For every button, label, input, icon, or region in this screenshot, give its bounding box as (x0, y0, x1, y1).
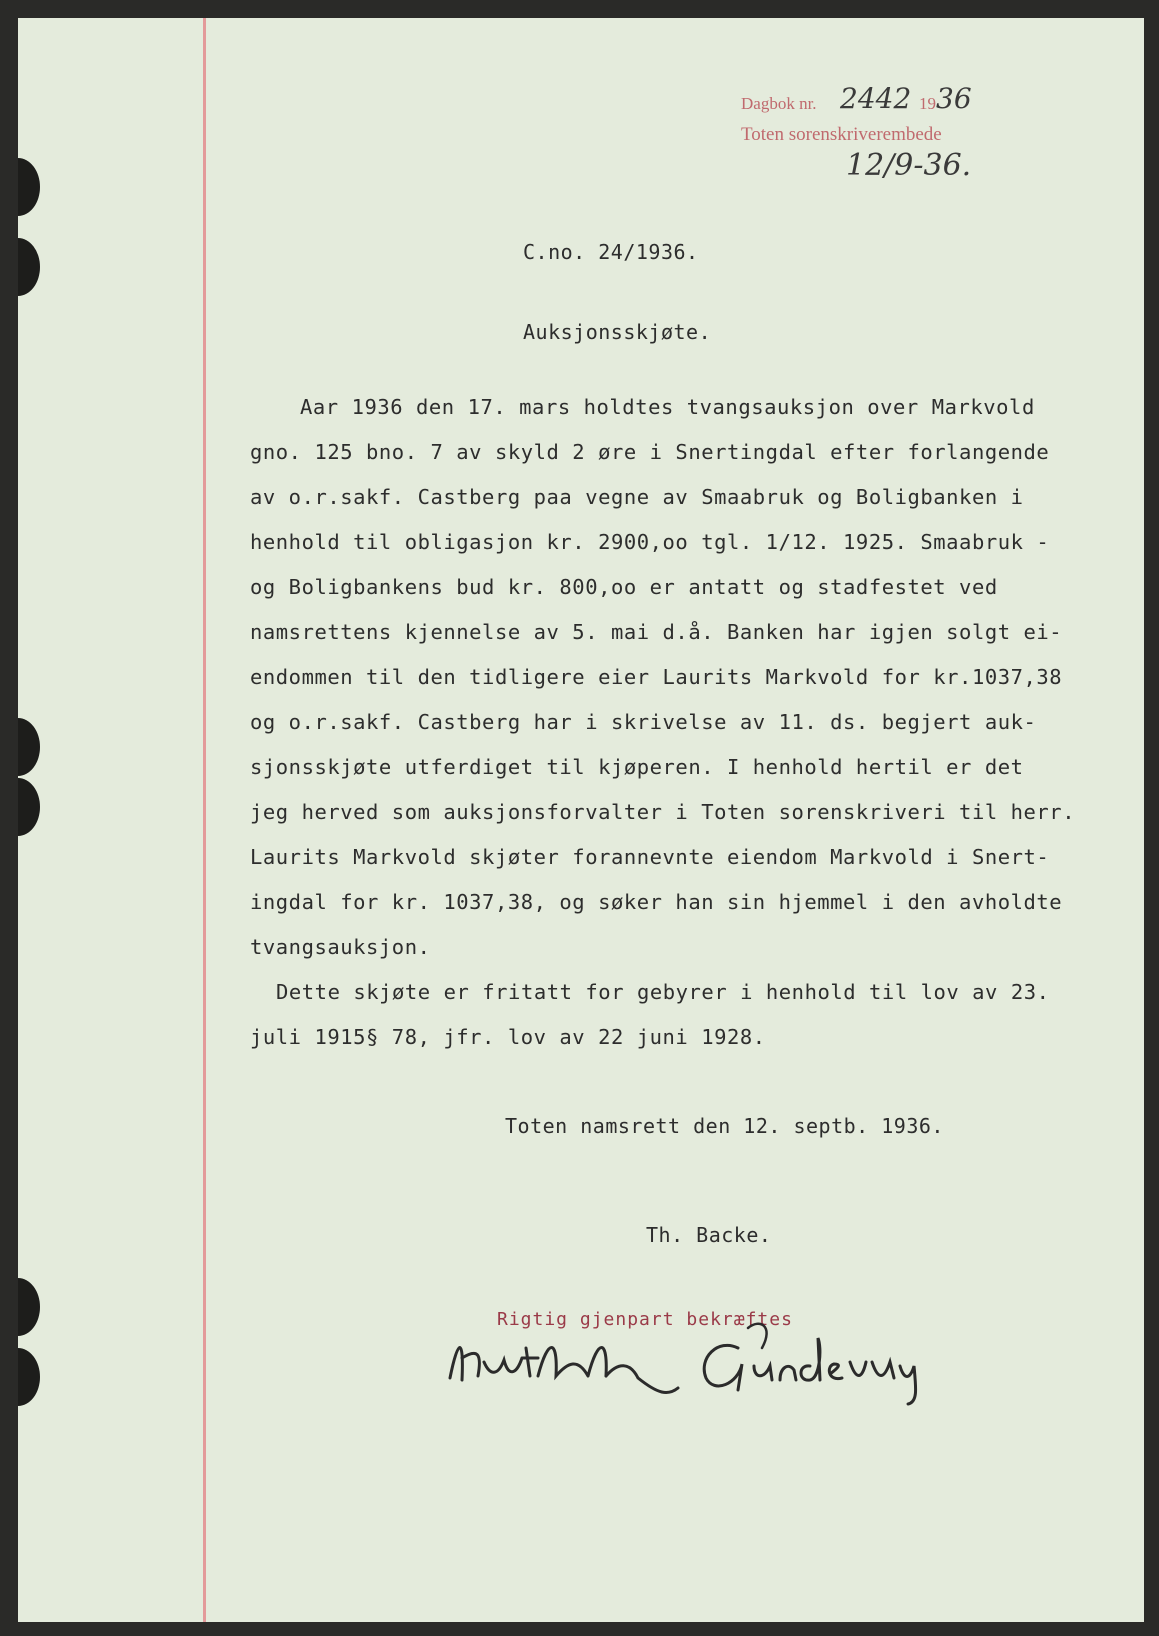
stamp-year-suffix: 36 (936, 82, 972, 115)
margin-line (203, 18, 206, 1622)
punch-hole (18, 1348, 40, 1406)
body-line: juli 1915§ 78, jfr. lov av 22 juni 1928. (250, 1025, 766, 1049)
signer-name: Th. Backe. (646, 1223, 772, 1247)
body-line: og o.r.sakf. Castberg har i skrivelse av 11. ds. begjert auk- (250, 710, 1037, 734)
body-line: namsrettens kjennelse av 5. mai d.å. Banken har igjen solgt ei- (250, 620, 1063, 644)
body-line: Dette skjøte er fritatt for gebyrer i henhold til lov av 23. (276, 980, 1050, 1004)
document-page (18, 18, 1144, 1622)
punch-hole (18, 158, 40, 216)
stamp-dagbok-label (741, 94, 817, 114)
punch-hole (18, 718, 40, 776)
certification-text: Rigtig gjenpart bekræftes (497, 1309, 793, 1330)
body-line: Laurits Markvold skjøter forannevnte eiendom Markvold i Snert- (250, 845, 1050, 869)
handwritten-date: 12/9-36. (846, 148, 972, 183)
document-title: Auksjonsskjøte. (523, 320, 712, 344)
body-line: gno. 125 bno. 7 av skyld 2 øre i Snertingdal efter forlangende (250, 440, 1050, 464)
body-line: henhold til obligasjon kr. 2900,oo tgl. 1/12. 1925. Smaabruk - (250, 530, 1050, 554)
handwritten-signature (438, 1318, 958, 1408)
body-line: sjonsskjøte utferdiget til kjøperen. I henhold hertil er det (250, 755, 1024, 779)
stamp-dagbok-prefix: Dagbok nr. (741, 94, 817, 113)
punch-hole (18, 1278, 40, 1336)
body-line: ingdal for kr. 1037,38, og søker han sin hjemmel i den avholdte (250, 890, 1063, 914)
case-number: C.no. 24/1936. (523, 240, 699, 264)
body-line: Aar 1936 den 17. mars holdtes tvangsauksjon over Markvold (300, 395, 1035, 419)
body-line: og Boligbankens bud kr. 800,oo er antatt og stadfestet ved (250, 575, 998, 599)
body-line: tvangsauksjon. (250, 935, 431, 959)
punch-hole (18, 238, 40, 296)
body-line: jeg herved som auksjonsforvalter i Toten sorenskriveri til herr. (250, 800, 1076, 824)
dagbok-number: 2442 (840, 82, 912, 115)
stamp-year-prefix: 19 (919, 94, 936, 113)
stamp-office: Toten sorenskriverembede (741, 124, 942, 145)
punch-hole (18, 778, 40, 836)
place-date: Toten namsrett den 12. septb. 1936. (505, 1114, 944, 1138)
body-line: endommen til den tidligere eier Laurits Markvold for kr.1037,38 (250, 665, 1063, 689)
body-line: av o.r.sakf. Castberg paa vegne av Smaabruk og Boligbanken i (250, 485, 1024, 509)
